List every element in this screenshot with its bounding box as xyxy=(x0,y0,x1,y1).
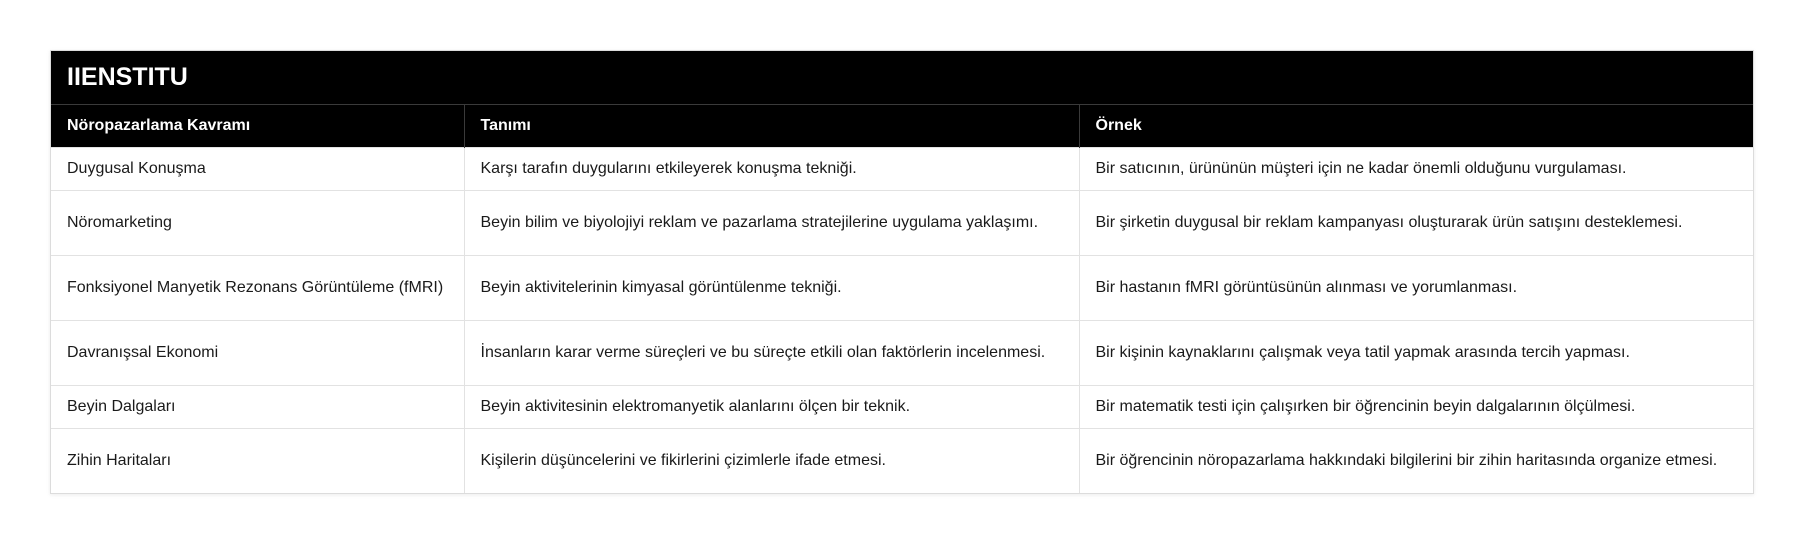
table-header-row xyxy=(51,105,1753,147)
brand-title: IIENSTITU xyxy=(51,51,1753,105)
cell-definition: İnsanların karar verme süreçleri ve bu süreçte etkili olan faktörlerin incelenmesi. xyxy=(464,320,1079,385)
cell-definition: Kişilerin düşüncelerini ve fikirlerini çizimlerle ifade etmesi. xyxy=(464,428,1079,493)
cell-example: Bir hastanın fMRI görüntüsünün alınması ve yorumlanması. xyxy=(1079,255,1753,320)
cell-example: Bir matematik testi için çalışırken bir öğrencinin beyin dalgalarının ölçülmesi. xyxy=(1079,385,1753,428)
cell-example: Bir satıcının, ürününün müşteri için ne kadar önemli olduğunu vurgulaması. xyxy=(1079,147,1753,190)
header-concept: Nöropazarlama Kavramı xyxy=(51,105,464,147)
table-row xyxy=(51,255,1753,320)
cell-concept: Zihin Haritaları xyxy=(51,428,464,493)
table-row xyxy=(51,385,1753,428)
cell-concept: Duygusal Konuşma xyxy=(51,147,464,190)
cell-definition: Beyin bilim ve biyolojiyi reklam ve pazarlama stratejilerine uygulama yaklaşımı. xyxy=(464,190,1079,255)
cell-definition: Karşı tarafın duygularını etkileyerek konuşma tekniği. xyxy=(464,147,1079,190)
concept-table xyxy=(51,105,1753,493)
cell-example: Bir öğrencinin nöropazarlama hakkındaki bilgilerini bir zihin haritasında organize etmesi. xyxy=(1079,428,1753,493)
cell-concept: Beyin Dalgaları xyxy=(51,385,464,428)
cell-concept: Nöromarketing xyxy=(51,190,464,255)
header-definition: Tanımı xyxy=(464,105,1079,147)
cell-definition: Beyin aktivitesinin elektromanyetik alanlarını ölçen bir teknik. xyxy=(464,385,1079,428)
table-row xyxy=(51,147,1753,190)
concept-table-card xyxy=(50,50,1754,494)
table-row xyxy=(51,320,1753,385)
cell-concept: Davranışsal Ekonomi xyxy=(51,320,464,385)
table-row xyxy=(51,428,1753,493)
header-example: Örnek xyxy=(1079,105,1753,147)
cell-concept: Fonksiyonel Manyetik Rezonans Görüntüleme (fMRI) xyxy=(51,255,464,320)
cell-example: Bir şirketin duygusal bir reklam kampanyası oluşturarak ürün satışını desteklemesi. xyxy=(1079,190,1753,255)
cell-definition: Beyin aktivitelerinin kimyasal görüntülenme tekniği. xyxy=(464,255,1079,320)
table-row xyxy=(51,190,1753,255)
cell-example: Bir kişinin kaynaklarını çalışmak veya tatil yapmak arasında tercih yapması. xyxy=(1079,320,1753,385)
